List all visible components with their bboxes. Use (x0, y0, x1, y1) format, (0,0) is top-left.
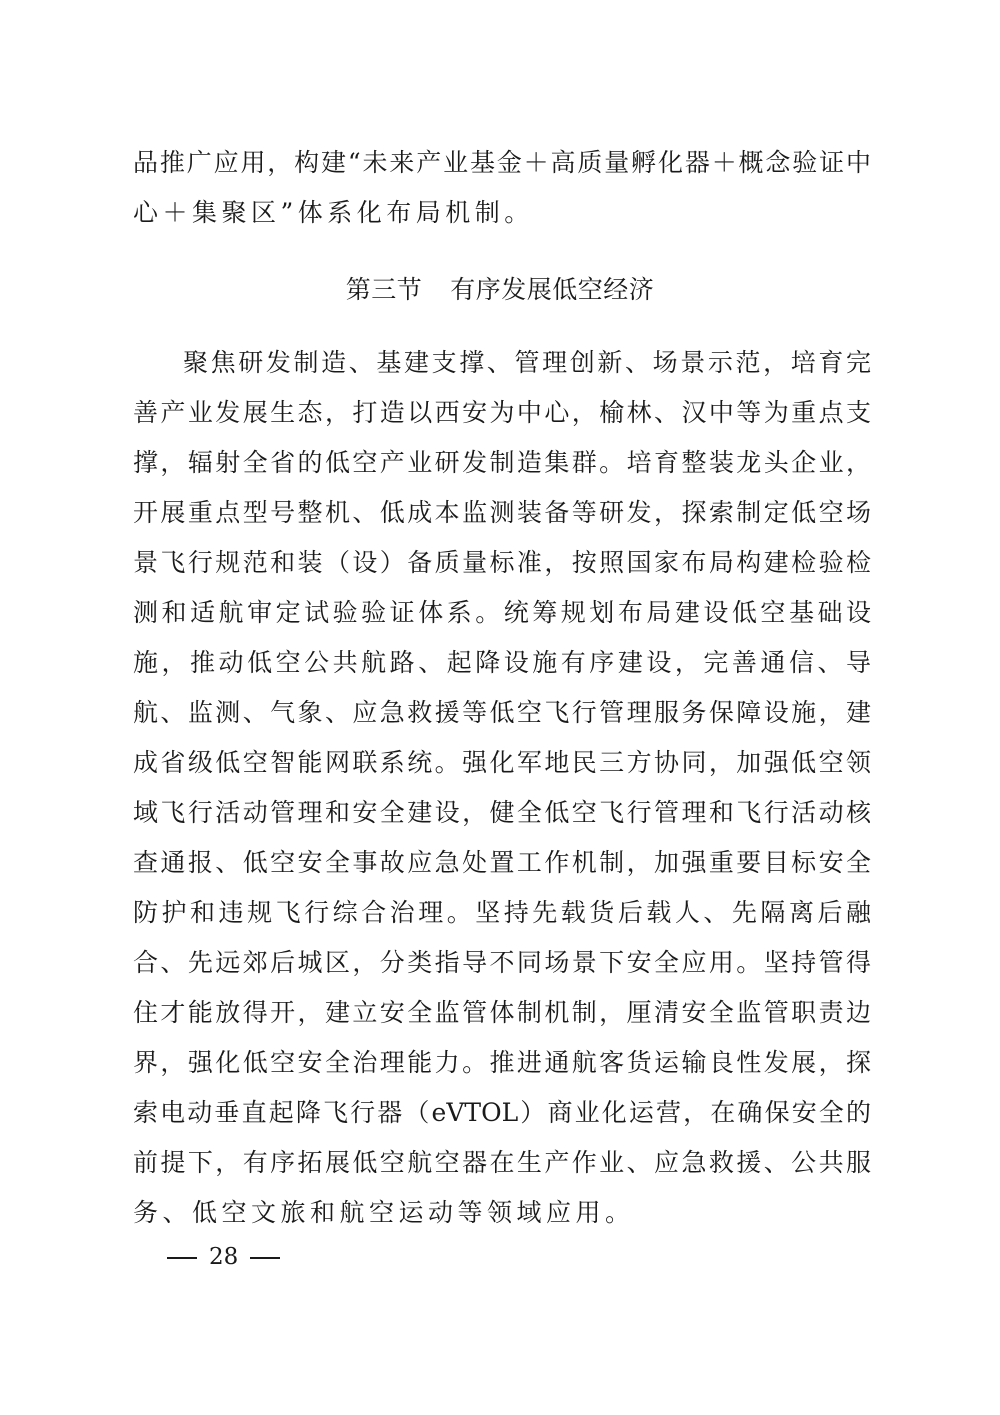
text-line: 前提下，有序拓展低空航空器在生产作业、应急救援、公共服 (133, 1148, 871, 1177)
text-line: 聚焦研发制造、基建支撑、管理创新、场景示范，培育完 (183, 348, 871, 377)
dash-left (167, 1257, 197, 1259)
text-line: 域飞行活动管理和安全建设，健全低空飞行管理和飞行活动核 (133, 798, 871, 827)
text-line: 务、低空文旅和航空运动等领域应用。 (133, 1198, 635, 1227)
text-line: 测和适航审定试验验证体系。统筹规划布局建设低空基础设 (133, 598, 871, 627)
text-line: 成省级低空智能网联系统。强化军地民三方协同，加强低空领 (133, 748, 871, 777)
text-line: 合、先远郊后城区，分类指导不同场景下安全应用。坚持管得 (133, 948, 871, 977)
text-line: 景飞行规范和装（设）备质量标准，按照国家布局构建检验检 (133, 548, 871, 577)
text-line: 航、监测、气象、应急救援等低空飞行管理服务保障设施，建 (133, 698, 871, 727)
page-number-value: 28 (209, 1244, 239, 1270)
text-line: 界，强化低空安全治理能力。推进通航客货运输良性发展，探 (133, 1048, 871, 1077)
text-line: 施，推动低空公共航路、起降设施有序建设，完善通信、导 (133, 648, 871, 677)
text-line: 防护和违规飞行综合治理。坚持先载货后载人、先隔离后融 (133, 898, 871, 927)
text-line: 开展重点型号整机、低成本监测装备等研发，探索制定低空场 (133, 498, 871, 527)
text-line: 撑，辐射全省的低空产业研发制造集群。培育整装龙头企业， (133, 448, 871, 477)
text-line: 善产业发展生态，打造以西安为中心，榆林、汉中等为重点支 (133, 398, 871, 427)
text-line: 索电动垂直起降飞行器（eVTOL）商业化运营，在确保安全的 (133, 1098, 871, 1127)
text-line: 查通报、低空安全事故应急处置工作机制，加强重要目标安全 (133, 848, 871, 877)
section-number: 第三节 (345, 275, 423, 304)
section-heading (0, 265, 1000, 315)
text-line: 住才能放得开，建立安全监管体制机制，厘清安全监管职责边 (133, 998, 871, 1027)
text-line: 心＋集聚区”体系化布局机制。 (133, 198, 534, 227)
page-number (155, 1237, 292, 1277)
text-line: 品推广应用，构建“未来产业基金＋高质量孵化器＋概念验证中 (133, 148, 871, 177)
dash-right (250, 1257, 280, 1259)
section-title: 有序发展低空经济 (450, 275, 655, 304)
